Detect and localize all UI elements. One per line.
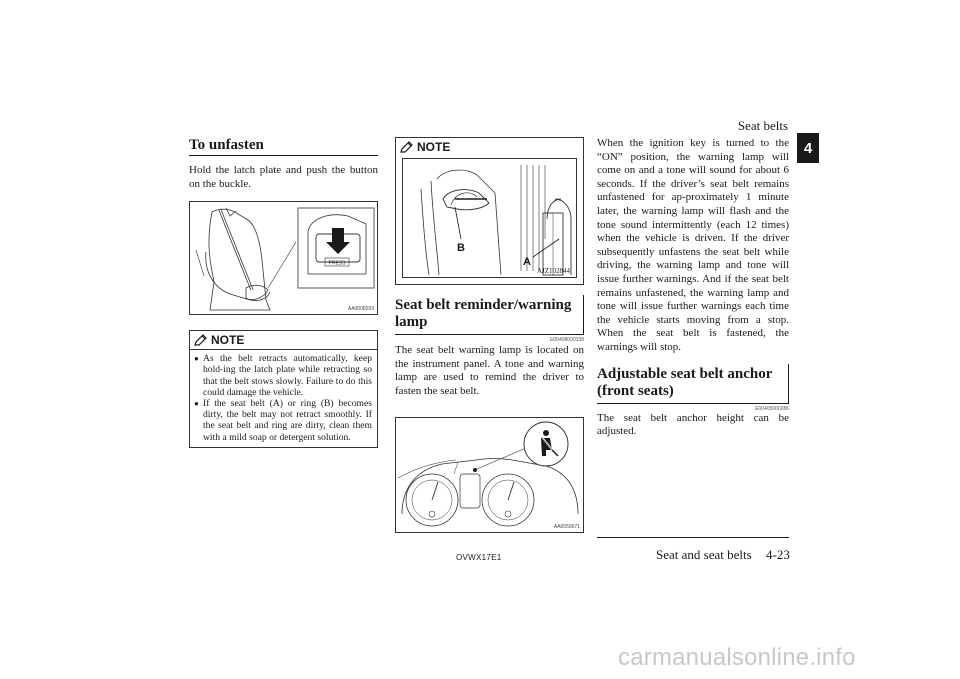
running-header: Seat belts xyxy=(737,118,788,133)
belt-ring-figure xyxy=(402,158,577,278)
unfasten-figure xyxy=(189,201,378,315)
figure-code: AA0059671 xyxy=(553,524,580,531)
column-3 xyxy=(597,137,789,439)
buckle-press-label: PRESS xyxy=(328,260,346,267)
section-heading-reminder: Seat belt reminder/warning lamp xyxy=(395,295,584,335)
pencil-icon xyxy=(194,334,208,346)
unfasten-illustration xyxy=(190,202,377,314)
figure-code: AJZ102844 xyxy=(537,267,571,275)
bullet-icon: ● xyxy=(194,399,199,408)
belt-ring-illustration xyxy=(403,159,578,277)
chapter-tab[interactable]: 4 xyxy=(797,133,819,163)
figure-code: AA0008293 xyxy=(347,306,374,313)
note-label: NOTE xyxy=(417,140,451,154)
section-code: E00408000338 xyxy=(550,337,584,343)
bullet-icon: ● xyxy=(194,354,199,364)
instrument-panel-figure xyxy=(395,417,584,533)
footer-section-title: Seat and seat belts xyxy=(656,547,752,562)
note-item-text: If the seat belt (A) or ring (B) becomes dirty, the belt may not retract smoothly. If the seat belt and ring are dirty, clean them with a mild soap or detergent solution. xyxy=(203,398,372,443)
note-box-figure xyxy=(395,137,584,285)
label-a: A xyxy=(523,256,531,268)
note-label: NOTE xyxy=(211,333,245,348)
column-2 xyxy=(395,137,584,533)
document-code: OVWX17E1 xyxy=(456,553,502,562)
reminder-paragraph: The seat belt warning lamp is located on the instrument panel. A tone and warning lamp are used to remind the driver to fasten the seat belt. xyxy=(395,344,584,397)
note-box-unfasten xyxy=(189,330,378,448)
section-code: E00405000286 xyxy=(755,405,789,412)
warning-details-paragraph: When the ignition key is turned to the “ON” position, the warning lamp will come on and a tone will sound for about 6 seconds. If the driver’s seat belt remains unfastened for ap-proximately 1 minute later, the warning lamp will flash and the tone sound intermittently (each 12 times) when the vehicle is driven. If the driver subsequently unfastens the seat belt while driving, the warning lamp and tone will issue further warnings. And if the seat belt remains unfastened, the warning lamp and tone will issue further warnings each time the vehicle starts moving from a stop. When the seat belt is fastened, the warnings will stop. xyxy=(597,137,789,353)
note-item-text: As the belt retracts automatically, keep hold-ing the latch plate while retracting so that the belt stows slowly. Failure to do this could damage the vehicle. xyxy=(203,353,372,398)
column-1 xyxy=(189,137,378,448)
anchor-paragraph: The seat belt anchor height can be adjusted. xyxy=(597,411,789,438)
note-header xyxy=(396,138,583,156)
footer-rule xyxy=(597,537,789,538)
unfasten-paragraph: Hold the latch plate and push the button on the buckle. xyxy=(189,164,378,190)
page-number: 4-23 xyxy=(766,547,790,562)
note-body xyxy=(190,350,377,447)
instrument-panel-illustration xyxy=(396,418,583,532)
note-item xyxy=(194,398,372,443)
label-b: B xyxy=(457,242,465,254)
section-heading-anchor: Adjustable seat belt anchor (front seats) xyxy=(597,364,789,404)
watermark[interactable]: carmanualsonline.info xyxy=(618,644,856,671)
section-heading-unfasten: To unfasten xyxy=(189,137,378,156)
pencil-icon xyxy=(400,141,414,153)
note-header xyxy=(190,331,377,350)
note-item xyxy=(194,353,372,398)
